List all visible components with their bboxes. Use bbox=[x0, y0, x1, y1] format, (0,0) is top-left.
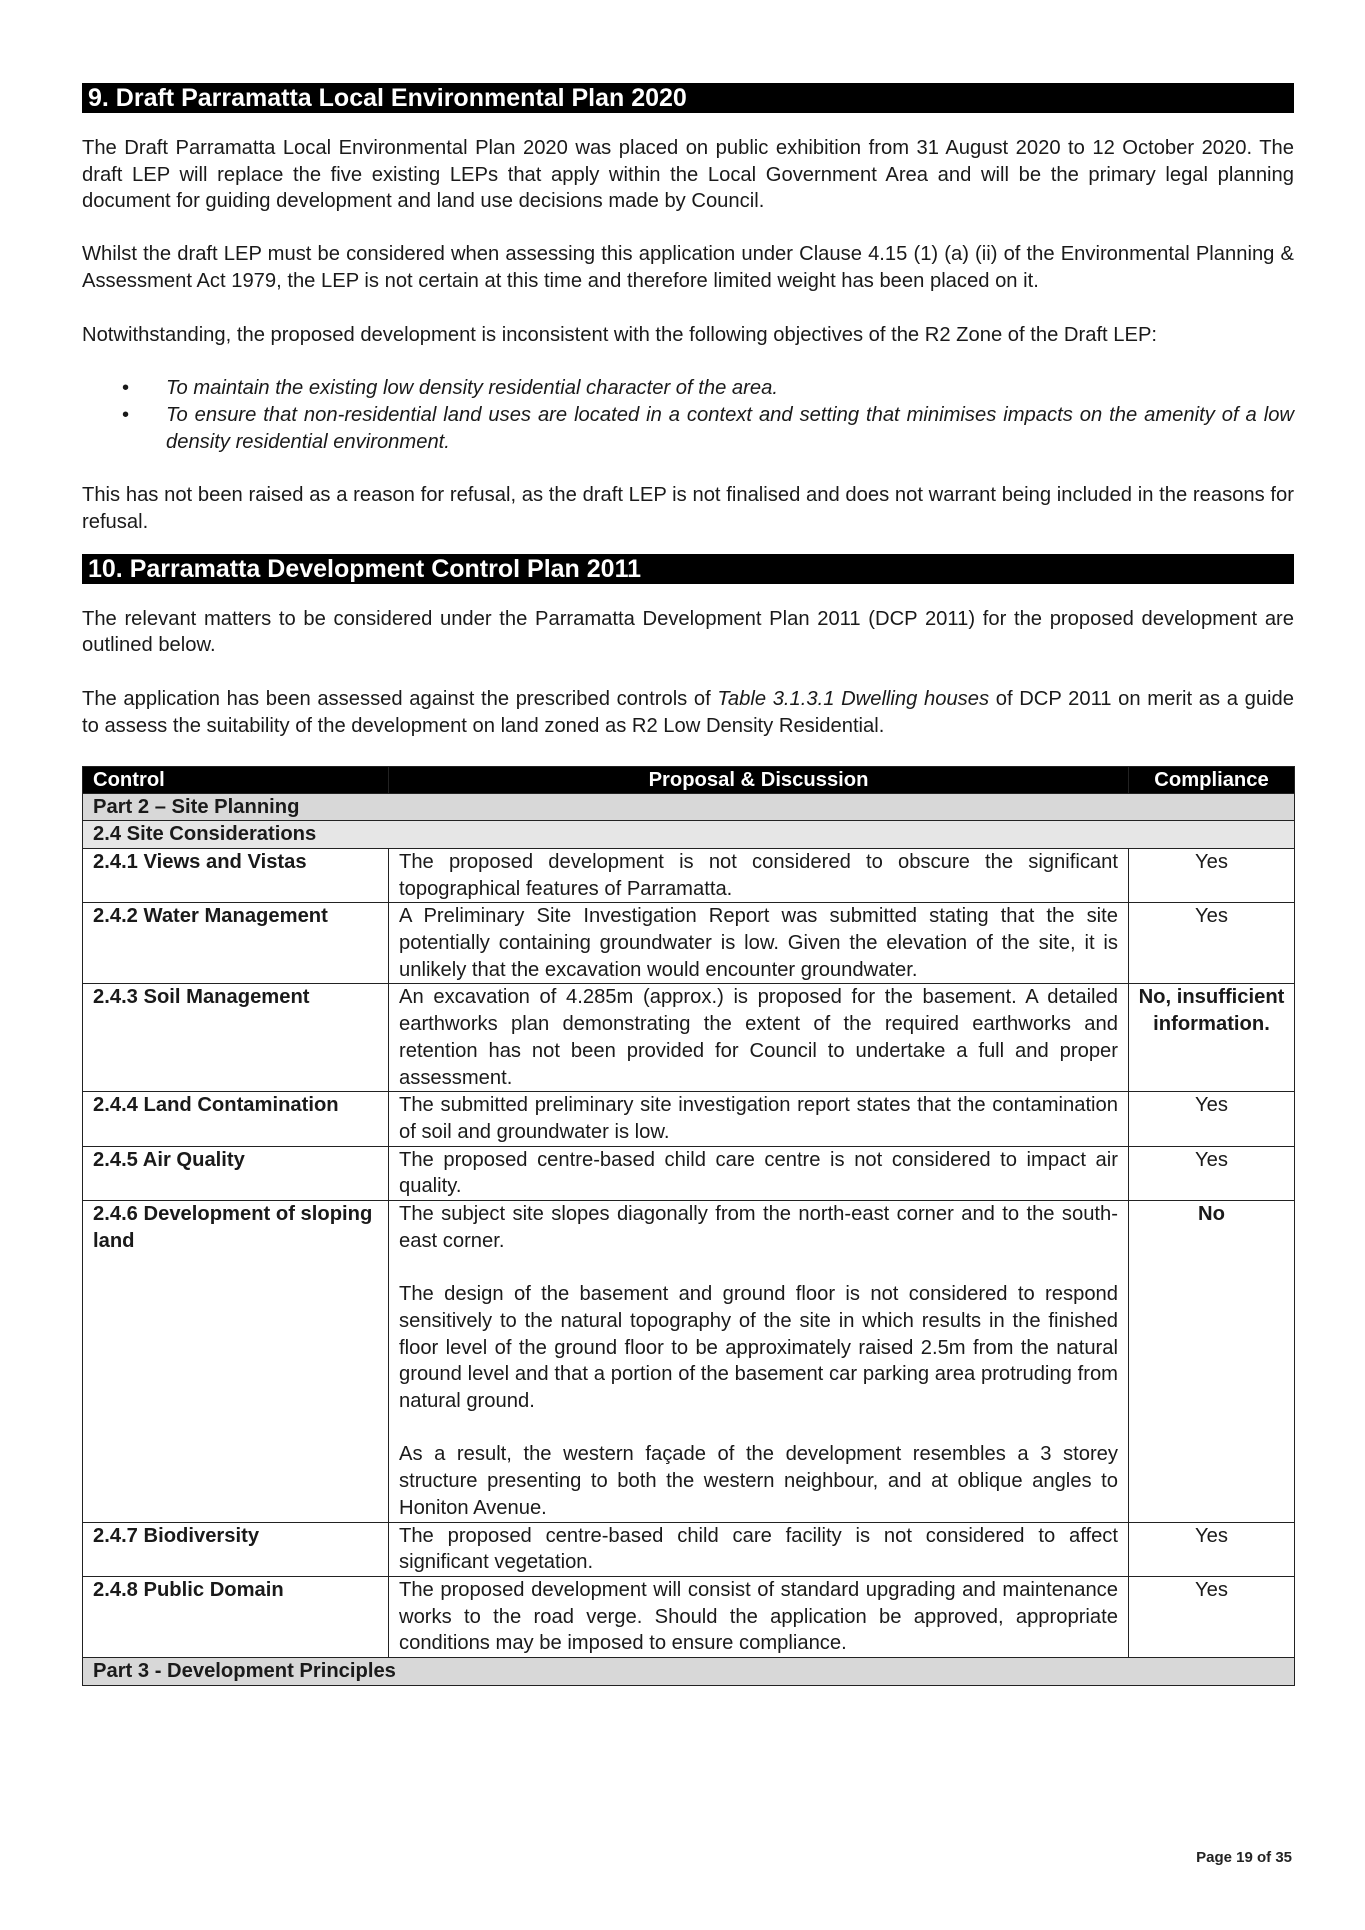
table-section-row bbox=[83, 821, 1295, 849]
table-row bbox=[83, 1201, 1295, 1522]
table-row bbox=[83, 848, 1295, 902]
compliance-cell: Yes bbox=[1129, 848, 1295, 902]
table-row bbox=[83, 1522, 1295, 1576]
column-header-control: Control bbox=[83, 766, 389, 793]
section-9-paragraph-4: This has not been raised as a reason for refusal, as the draft LEP is not finalised and does not warrant being included in the reasons for refusal. bbox=[82, 484, 1294, 534]
control-cell: 2.4.5 Air Quality bbox=[83, 1146, 389, 1200]
control-cell: 2.4.7 Biodiversity bbox=[83, 1522, 389, 1576]
column-header-compliance: Compliance bbox=[1129, 766, 1295, 793]
part-3-label: Part 3 - Development Principles bbox=[83, 1658, 1295, 1686]
table-part-row bbox=[83, 793, 1295, 821]
bullet-icon: • bbox=[122, 377, 130, 400]
page-number: Page 19 of 35 bbox=[1196, 1849, 1292, 1866]
compliance-cell: No bbox=[1129, 1201, 1295, 1522]
part-2-label: Part 2 – Site Planning bbox=[83, 793, 1295, 821]
compliance-cell: Yes bbox=[1129, 1146, 1295, 1200]
section-10-paragraph-1: The relevant matters to be considered under the Parramatta Development Plan 2011 (DCP 2011) for the proposed development are outlined below. bbox=[82, 607, 1294, 657]
compliance-cell: Yes bbox=[1129, 1092, 1295, 1146]
list-item: • To ensure that non-residential land uses are located in a context and setting that minimises impacts on the amenity of a low density residential environment. bbox=[122, 403, 1294, 453]
section-9-paragraph-3: Notwithstanding, the proposed development is inconsistent with the following objectives of the R2 Zone of the Draft LEP: bbox=[82, 323, 1158, 346]
control-cell: 2.4.4 Land Contamination bbox=[83, 1092, 389, 1146]
control-cell: 2.4.3 Soil Management bbox=[83, 984, 389, 1092]
discussion-cell: The proposed development will consist of standard upgrading and maintenance works to the road verge. Should the application be approved, appropriate conditions may be imposed to ensure compliance. bbox=[389, 1576, 1129, 1657]
table-row bbox=[83, 1146, 1295, 1200]
section-9-paragraph-1: The Draft Parramatta Local Environmental Plan 2020 was placed on public exhibition from 31 August 2020 to 12 October 2020. The draft LEP will replace the five existing LEPs that apply within the Local Government Area and will be the primary legal planning document for guiding development and land use decisions made by Council. bbox=[82, 137, 1294, 213]
table-header-row bbox=[83, 766, 1295, 793]
table-row bbox=[83, 1576, 1295, 1657]
discussion-cell: An excavation of 4.285m (approx.) is proposed for the basement. A detailed earthworks plan demonstrating the extent of the required earthworks and retention has not been provided for Council to undertake a full and proper assessment. bbox=[389, 984, 1129, 1092]
compliance-cell: Yes bbox=[1129, 1522, 1295, 1576]
document-page bbox=[82, 83, 1294, 1686]
discussion-cell: A Preliminary Site Investigation Report was submitted stating that the site potentially containing groundwater is low. Given the elevation of the site, it is unlikely that the excavation would encounter groundwater. bbox=[389, 903, 1129, 984]
compliance-cell: No, insufficient information. bbox=[1129, 984, 1295, 1092]
section-10-paragraph-2: The application has been assessed against the prescribed controls of Table 3.1.3.1 Dwelling houses of DCP 2011 on merit as a guide to assess the suitability of the development on land zoned as R2 Low Density Residential. bbox=[82, 688, 1294, 737]
bullet-icon: • bbox=[122, 403, 130, 426]
discussion-paragraph: As a result, the western façade of the development resembles a 3 storey structure presenting to both the western neighbour, and at oblique angles to Honiton Avenue. bbox=[399, 1443, 1118, 1519]
dcp-controls-table bbox=[82, 766, 1295, 1686]
discussion-cell: The proposed centre-based child care centre is not considered to impact air quality. bbox=[389, 1146, 1129, 1200]
discussion-cell bbox=[389, 1201, 1129, 1522]
section-9-heading: 9. Draft Parramatta Local Environmental Plan 2020 bbox=[82, 83, 1294, 113]
control-cell: 2.4.6 Development of sloping land bbox=[83, 1201, 389, 1522]
table-row bbox=[83, 984, 1295, 1092]
table-part-row bbox=[83, 1658, 1295, 1686]
compliance-cell: Yes bbox=[1129, 1576, 1295, 1657]
column-header-discussion: Proposal & Discussion bbox=[389, 766, 1129, 793]
section-2-4-label: 2.4 Site Considerations bbox=[83, 821, 1295, 849]
r2-objectives-list bbox=[82, 375, 1294, 455]
discussion-paragraph: The subject site slopes diagonally from the north-east corner and to the south-east corner. bbox=[399, 1203, 1118, 1252]
section-10-heading: 10. Parramatta Development Control Plan 2011 bbox=[82, 554, 1294, 584]
table-row bbox=[83, 903, 1295, 984]
control-cell: 2.4.8 Public Domain bbox=[83, 1576, 389, 1657]
section-9-paragraph-2: Whilst the draft LEP must be considered when assessing this application under Clause 4.15 (1) (a) (ii) of the Environmental Planning & Assessment Act 1979, the LEP is not certain at this time and therefore limited weight has been placed on it. bbox=[82, 243, 1294, 292]
control-cell: 2.4.1 Views and Vistas bbox=[83, 848, 389, 902]
table-reference: Table 3.1.3.1 Dwelling houses bbox=[717, 688, 990, 711]
compliance-cell: Yes bbox=[1129, 903, 1295, 984]
discussion-cell: The proposed development is not considered to obscure the significant topographical features of Parramatta. bbox=[389, 848, 1129, 902]
control-cell: 2.4.2 Water Management bbox=[83, 903, 389, 984]
discussion-cell: The submitted preliminary site investigation report states that the contamination of soil and groundwater is low. bbox=[389, 1092, 1129, 1146]
discussion-paragraph: The design of the basement and ground floor is not considered to respond sensitively to the natural topography of the site in which results in the finished floor level of the ground floor to be approximately raised 2.5m from the natural ground level and that a portion of the basement car parking area protruding from natural ground. bbox=[399, 1283, 1118, 1412]
table-row bbox=[83, 1092, 1295, 1146]
discussion-cell: The proposed centre-based child care facility is not considered to affect significant vegetation. bbox=[389, 1522, 1129, 1576]
list-item: • To maintain the existing low density residential character of the area. bbox=[82, 375, 1294, 402]
